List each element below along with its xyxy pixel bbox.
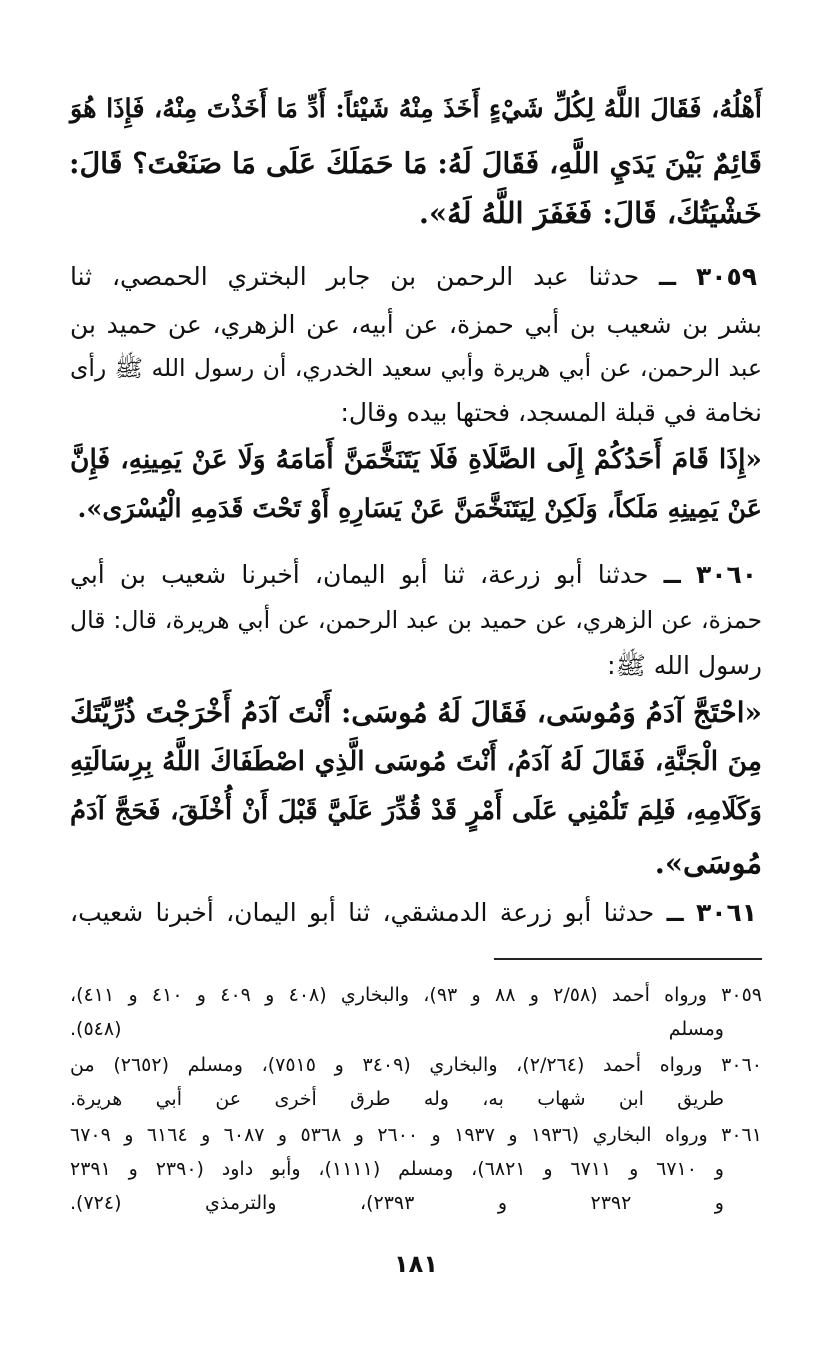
hadith-3058-text-line-1: أَهْلُهُ، فَقَالَ اللَّهُ لِكُلِّ شَيْءٍ أَخَذَ مِنْهُ شَيْئاً: أَدِّ مَا أَخَذْتَ مِنْهُ، فَإِذَا هُوَ — [70, 94, 762, 124]
hadith-3060-number: ٣٠٦٠ — [695, 560, 758, 589]
footnote-3060-line-1: ٣٠٦٠ ورواه أحمد (٢/٢٦٤)، والبخاري (٣٤٠٩ و ٧٥١٥)، ومسلم (٢٦٥٢) من — [70, 1054, 762, 1076]
hadith-3060-dash: ــ — [663, 560, 681, 589]
hadith-3061-number: ٣٠٦١ — [695, 898, 757, 927]
hadith-3059-matn-line-1: «إِذَا قَامَ أَحَدُكُمْ إِلَى الصَّلَاةِ فَلَا يَتَنَخَّمَنَّ أَمَامَهُ وَلَا عَنْ يَمِينِهِ، فَإِنَّ — [70, 444, 762, 475]
footnote-3060-line-2: طريق ابن شهاب به، وله طرق أخرى عن أبي هريرة. — [70, 1088, 724, 1110]
hadith-3061-isnad-line-1 — [70, 898, 757, 927]
hadith-3058-text-line-2: قَائِمٌ بَيْنَ يَدَيِ اللَّهِ، فَقَالَ لَهُ: مَا حَمَلَكَ عَلَى مَا صَنَعْتَ؟ قَالَ: — [68, 146, 762, 180]
hadith-3059-isnad-line-3: عبد الرحمن، عن أبي هريرة وأبي سعيد الخدري، أن رسول الله ﷺ رأى — [70, 354, 762, 382]
footnote-3061-line-2: و ٦٧١٠ و ٦٧١١ و ٦٨٢١)، ومسلم (١١١١)، وأبو داود (٢٣٩٠ و ٢٣٩١ — [70, 1158, 724, 1180]
hadith-3059-isnad-line-4: نخامة في قبلة المسجد، فحتها بيده وقال: — [340, 398, 762, 427]
footnote-separator — [494, 958, 762, 960]
footnote-3061-line-1: ٣٠٦١ ورواه البخاري (١٩٣٦ و ١٩٣٧ و ٢٦٠٠ و ٥٣٦٨ و ٦٠٨٧ و ٦١٦٤ و ٦٧٠٩ — [70, 1124, 762, 1146]
hadith-3059-dash: ــ — [659, 262, 677, 291]
hadith-3061-dash: ــ — [666, 898, 684, 927]
hadith-3059-matn-line-2: عَنْ يَمِينِهِ مَلَكاً، وَلَكِنْ لِيَتَنَخَّمَنَّ عَنْ يَسَارِهِ أَوْ تَحْتَ قَدَمِهِ الْيُسْرَى». — [77, 494, 762, 524]
hadith-3061-isnad-text: حدثنا أبو زرعة الدمشقي، ثنا أبو اليمان، أخبرنا شعيب، — [70, 898, 655, 927]
hadith-3060-matn-line-3: وَكَلَامِهِ، فَلِمَ تَلُمْنِي عَلَى أَمْرٍ قَدْ قُدِّرَ عَلَيَّ قَبْلَ أَنْ أُخْلَقَ، فَحَجَّ آدَمُ — [70, 796, 762, 826]
hadith-3060-matn-line-1: «احْتَجَّ آدَمُ وَمُوسَى، فَقَالَ لَهُ مُوسَى: أَنْتَ آدَمُ أَخْرَجْتَ ذُرِّيَّتَكَ — [70, 696, 762, 729]
hadith-3060-matn-line-2: مِنَ الْجَنَّةِ، فَقَالَ لَهُ آدَمُ، أَنْتَ مُوسَى الَّذِي اصْطَفَاكَ اللَّهُ بِرِسَالَتِهِ — [70, 746, 762, 777]
hadith-3058-text-line-3: خَشْيَتُكَ، قَالَ: فَغَفَرَ اللَّهُ لَهُ». — [418, 196, 762, 230]
hadith-3059-isnad-text: حدثنا عبد الرحمن بن جابر البختري الحمصي، ثنا — [70, 262, 640, 291]
hadith-3060-isnad-text: حدثنا أبو زرعة، ثنا أبو اليمان، أخبرنا شعيب بن أبي — [70, 560, 649, 589]
page-number: ١٨١ — [394, 1250, 438, 1278]
footnote-3059-line-1: ٣٠٥٩ ورواه أحمد (٢/٥٨ و ٨٨ و ٩٣)، والبخاري (٤٠٨ و ٤٠٩ و ٤١٠ و ٤١١)، — [70, 984, 762, 1006]
hadith-3059-number: ٣٠٥٩ — [695, 262, 757, 291]
hadith-3060-isnad-line-3: رسول الله ﷺ: — [607, 651, 762, 680]
footnote-3059-line-2: ومسلم (٥٤٨). — [70, 1018, 724, 1040]
hadith-3060-matn-line-4: مُوسَى». — [654, 846, 762, 880]
footnote-3061-line-3: و ٢٣٩٢ و ٢٣٩٣)، والترمذي (٧٢٤). — [70, 1192, 724, 1214]
hadith-3060-isnad-line-1 — [70, 560, 757, 589]
hadith-3059-isnad-line-2: بشر بن شعيب بن أبي حمزة، عن أبيه، عن الزهري، عن حميد بن — [70, 310, 762, 339]
hadith-3060-isnad-line-2: حمزة، عن الزهري، عن حميد بن عبد الرحمن، عن أبي هريرة، قال: قال — [70, 606, 762, 634]
hadith-3059-isnad-line-1 — [70, 262, 757, 291]
